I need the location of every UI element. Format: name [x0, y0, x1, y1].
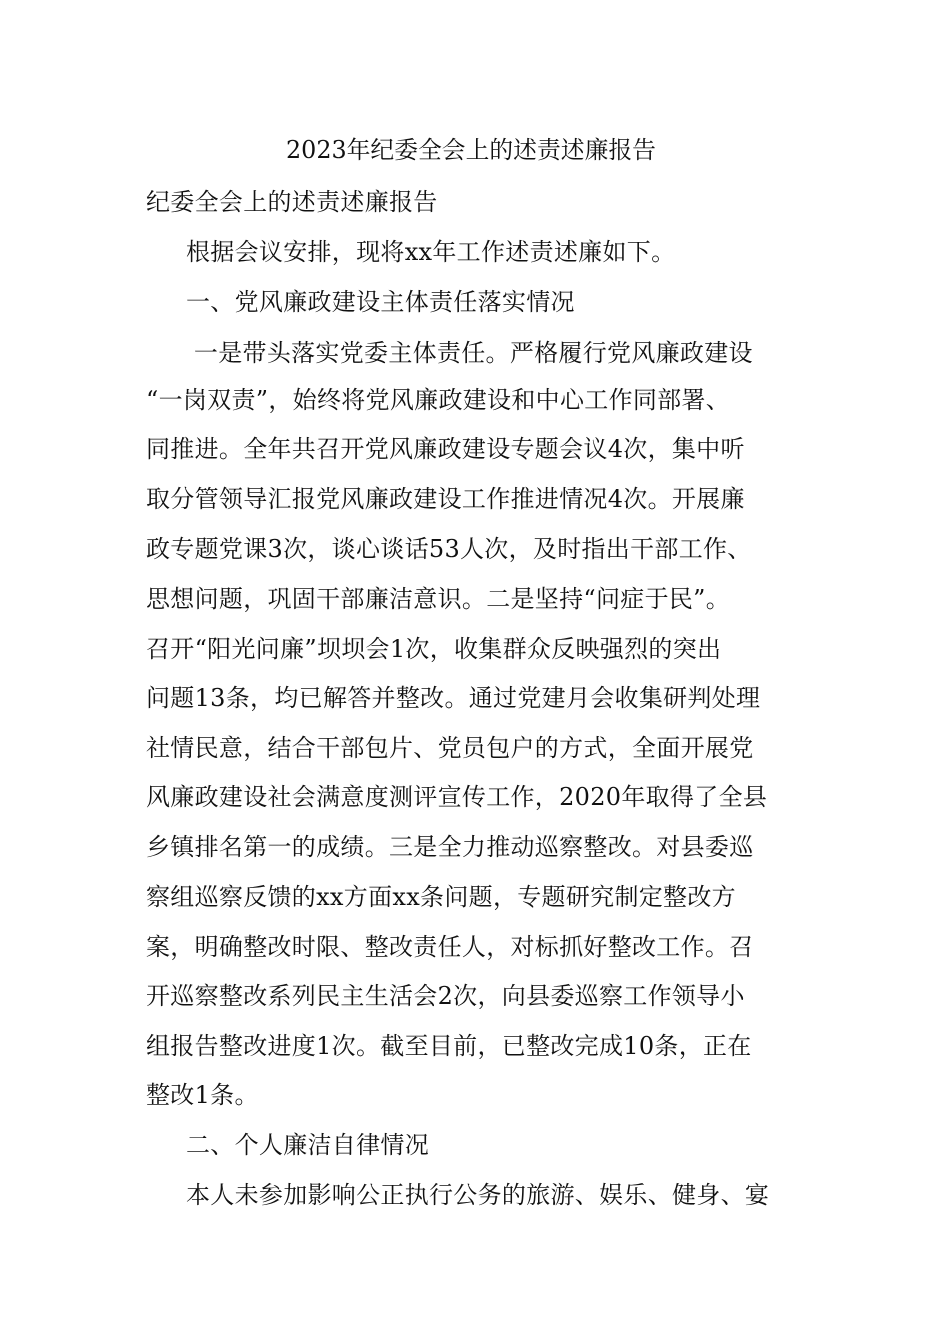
section-1-line: 一是带头落实党委主体责任。严格履行党风廉政建设: [186, 339, 753, 367]
section-1-line: 察组巡察反馈的xx方面xx条问题，专题研究制定整改方: [146, 883, 736, 911]
section-1-line: 乡镇排名第一的成绩。三是全力推动巡察整改。对县委巡: [146, 833, 754, 861]
section-1-line: “一岗双责”，始终将党风廉政建设和中心工作同部署、: [146, 386, 731, 414]
section-1-line: 开巡察整改系列民主生活会2次，向县委巡察工作领导小: [146, 982, 745, 1010]
section-1-line: 问题13条，均已解答并整改。通过党建月会收集研判处理: [146, 684, 761, 712]
document-title: 2023年纪委全会上的述责述廉报告: [286, 136, 656, 164]
section-1-line: 组报告整改进度1次。截至目前，已整改完成10条，正在: [146, 1032, 752, 1060]
section-1-line: 整改1条。: [146, 1081, 259, 1109]
section-1-line: 政专题党课3次，谈心谈话53人次，及时指出干部工作、: [146, 535, 752, 563]
section-1-heading: 一、党风廉政建设主体责任落实情况: [186, 288, 575, 316]
section-1-line: 同推进。全年共召开党风廉政建设专题会议4次，集中听: [146, 435, 745, 463]
section-1-line: 案，明确整改时限、整改责任人，对标抓好整改工作。召: [146, 933, 754, 961]
section-2-heading: 二、个人廉洁自律情况: [186, 1131, 429, 1159]
section-1-line: 风廉政建设社会满意度测评宣传工作，2020年取得了全县: [146, 783, 768, 811]
section-1-line: 召开“阳光问廉”坝坝会1次，收集群众反映强烈的突出: [146, 635, 722, 663]
section-1-line: 社情民意，结合干部包片、党员包户的方式，全面开展党: [146, 734, 754, 762]
document-subtitle: 纪委全会上的述责述廉报告: [146, 188, 438, 216]
section-2-line: 本人未参加影响公正执行公务的旅游、娱乐、健身、宴: [186, 1181, 770, 1209]
intro-paragraph: 根据会议安排，现将xx年工作述责述廉如下。: [186, 238, 676, 266]
section-1-line: 取分管领导汇报党风廉政建设工作推进情况4次。开展廉: [146, 485, 745, 513]
section-1-line: 思想问题，巩固干部廉洁意识。二是坚持“问症于民”。: [146, 585, 731, 613]
